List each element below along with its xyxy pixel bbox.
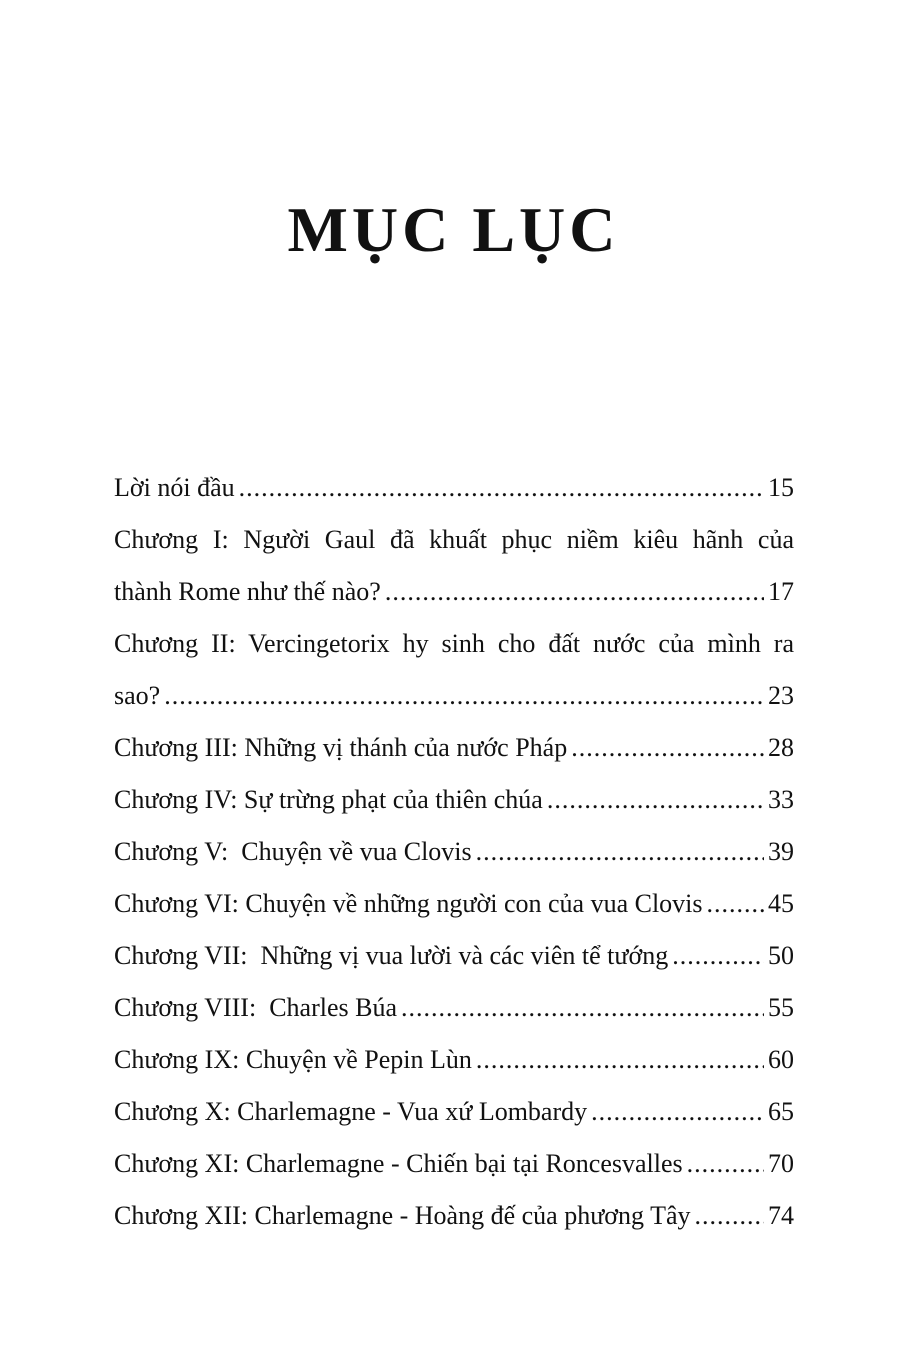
toc-page-number: 33 xyxy=(768,785,794,814)
toc-entry-text: sao? xyxy=(114,681,161,710)
toc-page-number: 15 xyxy=(768,473,794,502)
toc-entry-chapter-2-line-1 xyxy=(114,618,794,670)
toc-page-number: 60 xyxy=(768,1045,794,1074)
toc-page-number: 65 xyxy=(768,1097,794,1126)
dot-leader xyxy=(707,889,764,919)
toc-entry-text: Chương III: Những vị thánh của nước Pháp xyxy=(114,733,568,762)
toc-entry-preface xyxy=(114,462,794,514)
toc-entry-text: Chương VIII: Charles Búa xyxy=(114,993,397,1022)
page-title: MỤC LỤC xyxy=(287,194,620,265)
toc-page-number: 28 xyxy=(768,733,794,762)
table-of-contents xyxy=(114,462,794,1242)
toc-entry-chapter-8 xyxy=(114,982,794,1034)
toc-entry-text: Chương XI: Charlemagne - Chiến bại tại Roncesvalles xyxy=(114,1149,683,1178)
toc-entry-chapter-12 xyxy=(114,1190,794,1242)
dot-leader xyxy=(547,785,764,815)
toc-entry-text: Chương X: Charlemagne - Vua xứ Lombardy xyxy=(114,1097,588,1126)
toc-entry-text: Chương I: Người Gaul đã khuất phục niềm kiêu hãnh của xyxy=(114,525,794,554)
toc-entry-chapter-11 xyxy=(114,1138,794,1190)
toc-entry-text: thành Rome như thế nào? xyxy=(114,577,381,606)
toc-entry-text: Chương IX: Chuyện về Pepin Lùn xyxy=(114,1045,472,1074)
toc-entry-text: Chương V: Chuyện về vua Clovis xyxy=(114,837,472,866)
dot-leader xyxy=(476,1045,764,1075)
toc-page-number: 74 xyxy=(768,1201,794,1230)
toc-page-number: 50 xyxy=(768,941,794,970)
toc-page-number: 45 xyxy=(768,889,794,918)
toc-entry-chapter-5 xyxy=(114,826,794,878)
dot-leader xyxy=(164,681,764,711)
toc-page-number: 55 xyxy=(768,993,794,1022)
dot-leader xyxy=(695,1201,765,1231)
toc-entry-text: Chương VI: Chuyện về những người con của vua Clovis xyxy=(114,889,703,918)
toc-entry-text: Chương II: Vercingetorix hy sinh cho đất nước của mình ra xyxy=(114,629,794,658)
toc-page-number: 23 xyxy=(768,681,794,710)
toc-page-number: 70 xyxy=(768,1149,794,1178)
toc-entry-text: Chương IV: Sự trừng phạt của thiên chúa xyxy=(114,785,543,814)
toc-entry-chapter-10 xyxy=(114,1086,794,1138)
toc-page-number: 39 xyxy=(768,837,794,866)
dot-leader xyxy=(476,837,764,867)
dot-leader xyxy=(591,1097,764,1127)
toc-entry-chapter-7 xyxy=(114,930,794,982)
toc-entry-text: Chương XII: Charlemagne - Hoàng đế của phương Tây xyxy=(114,1201,691,1230)
toc-page-number: 17 xyxy=(768,577,794,606)
dot-leader xyxy=(672,941,764,971)
dot-leader xyxy=(687,1149,764,1179)
dot-leader xyxy=(401,993,764,1023)
dot-leader xyxy=(571,733,764,763)
toc-entry-text: Lời nói đầu xyxy=(114,473,235,502)
toc-entry-chapter-4 xyxy=(114,774,794,826)
toc-entry-chapter-1-line-2 xyxy=(114,566,794,618)
dot-leader xyxy=(385,577,764,607)
toc-entry-chapter-1-line-1 xyxy=(114,514,794,566)
dot-leader xyxy=(239,473,764,503)
toc-entry-text: Chương VII: Những vị vua lười và các viên tể tướng xyxy=(114,941,669,970)
toc-entry-chapter-3 xyxy=(114,722,794,774)
toc-entry-chapter-6 xyxy=(114,878,794,930)
toc-entry-chapter-2-line-2 xyxy=(114,670,794,722)
toc-entry-chapter-9 xyxy=(114,1034,794,1086)
